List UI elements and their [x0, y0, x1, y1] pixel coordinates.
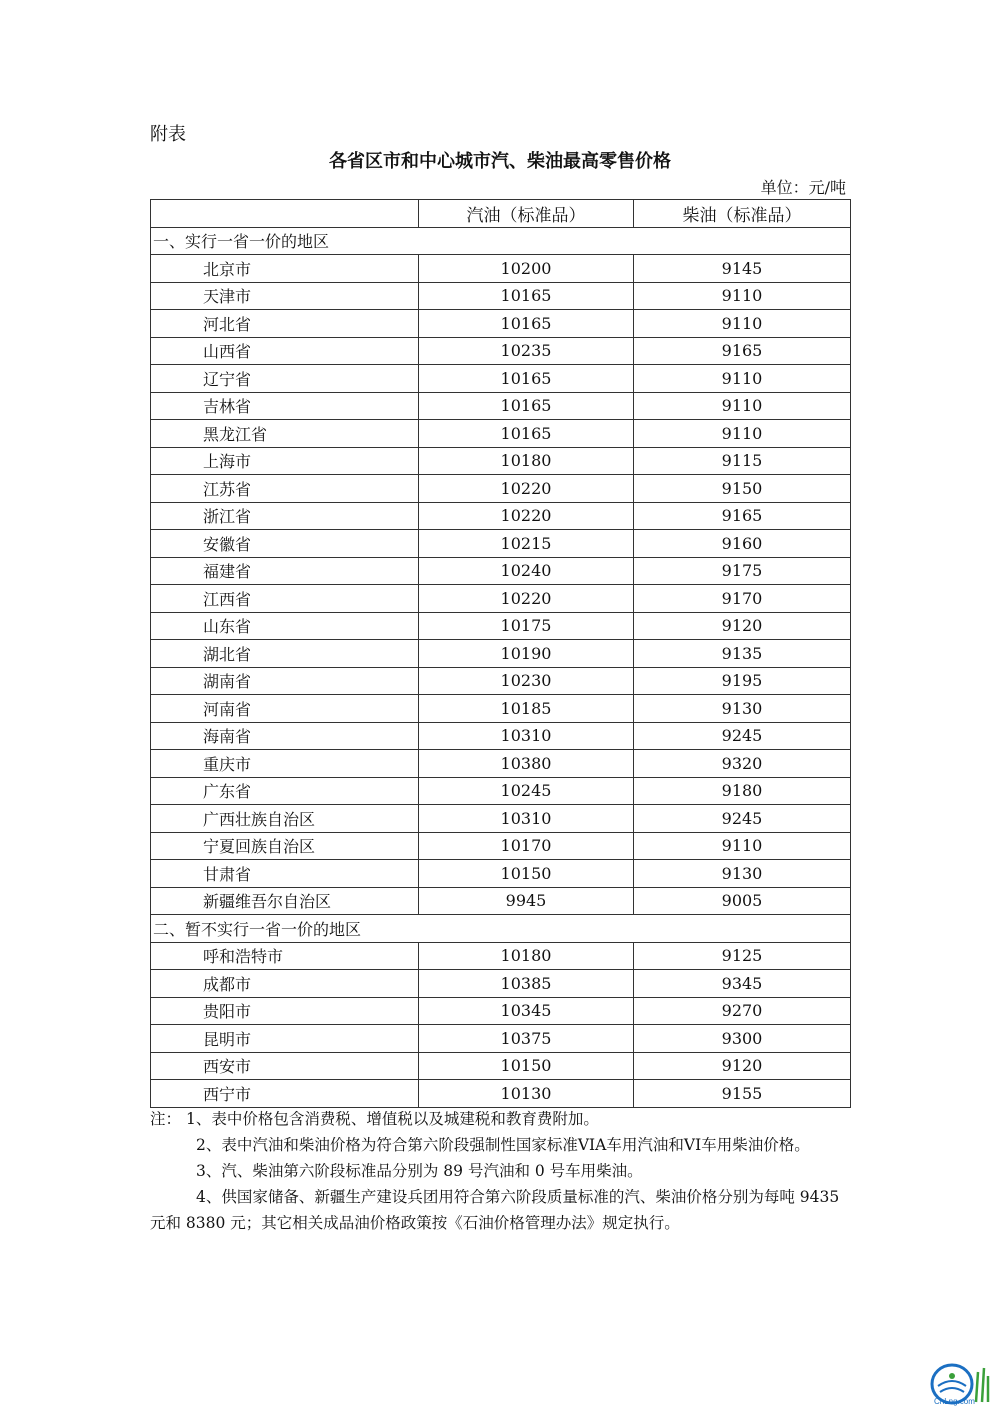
diesel-price-cell: 9245 — [634, 805, 851, 833]
diesel-price-cell: 9110 — [634, 310, 851, 338]
gasoline-price-cell: 10220 — [419, 502, 634, 530]
table-row — [151, 365, 851, 393]
region-cell: 河北省 — [151, 310, 419, 338]
header-region — [151, 200, 419, 228]
diesel-price-cell: 9195 — [634, 667, 851, 695]
table-row — [151, 1052, 851, 1080]
page-title: 各省区市和中心城市汽、柴油最高零售价格 — [329, 151, 671, 172]
diesel-price-cell: 9165 — [634, 502, 851, 530]
diesel-price-cell: 9245 — [634, 722, 851, 750]
region-cell: 江苏省 — [151, 475, 419, 503]
price-table — [150, 199, 851, 1108]
region-cell: 新疆维吾尔自治区 — [151, 887, 419, 915]
table-row — [151, 255, 851, 283]
diesel-price-cell: 9270 — [634, 997, 851, 1025]
table-row — [151, 942, 851, 970]
gasoline-price-cell: 10220 — [419, 585, 634, 613]
diesel-price-cell: 9110 — [634, 365, 851, 393]
region-cell: 湖北省 — [151, 640, 419, 668]
section-row — [151, 915, 851, 943]
section-label: 二、暂不实行一省一价的地区 — [151, 915, 851, 943]
table-row — [151, 502, 851, 530]
notes — [150, 1106, 850, 1236]
table-row — [151, 1080, 851, 1108]
gasoline-price-cell: 10170 — [419, 832, 634, 860]
region-cell: 甘肃省 — [151, 860, 419, 888]
gasoline-price-cell: 10245 — [419, 777, 634, 805]
region-cell: 西宁市 — [151, 1080, 419, 1108]
table-row — [151, 475, 851, 503]
table-row — [151, 337, 851, 365]
table-row — [151, 447, 851, 475]
diesel-price-cell: 9150 — [634, 475, 851, 503]
table-row — [151, 530, 851, 558]
table-row — [151, 420, 851, 448]
gasoline-price-cell: 10215 — [419, 530, 634, 558]
gasoline-price-cell: 10180 — [419, 942, 634, 970]
gasoline-price-cell: 10380 — [419, 750, 634, 778]
diesel-price-cell: 9165 — [634, 337, 851, 365]
gasoline-price-cell: 10190 — [419, 640, 634, 668]
gasoline-price-cell: 10130 — [419, 1080, 634, 1108]
table-row — [151, 860, 851, 888]
header-diesel: 柴油（标准品） — [634, 200, 851, 228]
region-cell: 上海市 — [151, 447, 419, 475]
table-row — [151, 585, 851, 613]
gasoline-price-cell: 10180 — [419, 447, 634, 475]
header-gasoline: 汽油（标准品） — [419, 200, 634, 228]
diesel-price-cell: 9110 — [634, 420, 851, 448]
diesel-price-cell: 9130 — [634, 860, 851, 888]
note-prefix: 注： — [150, 1110, 182, 1128]
region-cell: 成都市 — [151, 970, 419, 998]
gasoline-price-cell: 10240 — [419, 557, 634, 585]
table-row — [151, 612, 851, 640]
table-row — [151, 667, 851, 695]
diesel-price-cell: 9005 — [634, 887, 851, 915]
note-3: 3、汽、柴油第六阶段标准品分别为 89 号汽油和 0 号车用柴油。 — [196, 1162, 643, 1180]
region-cell: 重庆市 — [151, 750, 419, 778]
region-cell: 安徽省 — [151, 530, 419, 558]
logo-text: CnLng.com — [934, 1397, 975, 1406]
diesel-price-cell: 9110 — [634, 282, 851, 310]
region-cell: 山西省 — [151, 337, 419, 365]
gasoline-price-cell: 9945 — [419, 887, 634, 915]
table-row — [151, 887, 851, 915]
region-cell: 贵阳市 — [151, 997, 419, 1025]
region-cell: 吉林省 — [151, 392, 419, 420]
table-row — [151, 282, 851, 310]
section-row — [151, 227, 851, 255]
diesel-price-cell: 9110 — [634, 832, 851, 860]
section-label: 一、实行一省一价的地区 — [151, 227, 851, 255]
table-row — [151, 722, 851, 750]
region-cell: 西安市 — [151, 1052, 419, 1080]
gasoline-price-cell: 10165 — [419, 392, 634, 420]
diesel-price-cell: 9110 — [634, 392, 851, 420]
diesel-price-cell: 9175 — [634, 557, 851, 585]
diesel-price-cell: 9300 — [634, 1025, 851, 1053]
diesel-price-cell: 9320 — [634, 750, 851, 778]
table-row — [151, 832, 851, 860]
region-cell: 昆明市 — [151, 1025, 419, 1053]
region-cell: 辽宁省 — [151, 365, 419, 393]
diesel-price-cell: 9135 — [634, 640, 851, 668]
table-row — [151, 557, 851, 585]
unit-label: 单位：元/吨 — [760, 178, 846, 197]
gasoline-price-cell: 10310 — [419, 722, 634, 750]
gasoline-price-cell: 10385 — [419, 970, 634, 998]
gasoline-price-cell: 10175 — [419, 612, 634, 640]
region-cell: 天津市 — [151, 282, 419, 310]
note-4: 4、供国家储备、新疆生产建设兵团用符合第六阶段质量标准的汽、柴油价格分别为每吨 9435 元和 8380 元；其它相关成品油价格政策按《石油价格管理办法》规定执行。 — [150, 1188, 840, 1232]
gasoline-price-cell: 10345 — [419, 997, 634, 1025]
region-cell: 广西壮族自治区 — [151, 805, 419, 833]
note-1: 注： 1、表中价格包含消费税、增值税以及城建税和教育费附加。 — [150, 1110, 599, 1128]
region-cell: 河南省 — [151, 695, 419, 723]
region-cell: 海南省 — [151, 722, 419, 750]
cnlng-logo-icon — [928, 1362, 992, 1406]
diesel-price-cell: 9160 — [634, 530, 851, 558]
region-cell: 广东省 — [151, 777, 419, 805]
gasoline-price-cell: 10375 — [419, 1025, 634, 1053]
table-row — [151, 310, 851, 338]
appendix-label: 附表 — [150, 124, 186, 145]
region-cell: 山东省 — [151, 612, 419, 640]
region-cell: 湖南省 — [151, 667, 419, 695]
gasoline-price-cell: 10165 — [419, 282, 634, 310]
region-cell: 宁夏回族自治区 — [151, 832, 419, 860]
gasoline-price-cell: 10230 — [419, 667, 634, 695]
gasoline-price-cell: 10220 — [419, 475, 634, 503]
gasoline-price-cell: 10150 — [419, 1052, 634, 1080]
table-row — [151, 640, 851, 668]
table-row — [151, 695, 851, 723]
gasoline-price-cell: 10165 — [419, 365, 634, 393]
region-cell: 北京市 — [151, 255, 419, 283]
diesel-price-cell: 9120 — [634, 1052, 851, 1080]
gasoline-price-cell: 10310 — [419, 805, 634, 833]
gasoline-price-cell: 10185 — [419, 695, 634, 723]
table-row — [151, 750, 851, 778]
table-header-row — [151, 200, 851, 228]
diesel-price-cell: 9130 — [634, 695, 851, 723]
gasoline-price-cell: 10165 — [419, 420, 634, 448]
region-cell: 江西省 — [151, 585, 419, 613]
gasoline-price-cell: 10150 — [419, 860, 634, 888]
region-cell: 浙江省 — [151, 502, 419, 530]
diesel-price-cell: 9180 — [634, 777, 851, 805]
diesel-price-cell: 9155 — [634, 1080, 851, 1108]
note-2: 2、表中汽油和柴油价格为符合第六阶段强制性国家标准VIA车用汽油和VI车用柴油价格。 — [196, 1136, 810, 1154]
table-row — [151, 392, 851, 420]
table-row — [151, 970, 851, 998]
gasoline-price-cell: 10200 — [419, 255, 634, 283]
region-cell: 福建省 — [151, 557, 419, 585]
region-cell: 黑龙江省 — [151, 420, 419, 448]
diesel-price-cell: 9120 — [634, 612, 851, 640]
diesel-price-cell: 9345 — [634, 970, 851, 998]
diesel-price-cell: 9170 — [634, 585, 851, 613]
diesel-price-cell: 9125 — [634, 942, 851, 970]
table-row — [151, 777, 851, 805]
table-row — [151, 997, 851, 1025]
table-row — [151, 1025, 851, 1053]
region-cell: 呼和浩特市 — [151, 942, 419, 970]
diesel-price-cell: 9145 — [634, 255, 851, 283]
table-row — [151, 805, 851, 833]
gasoline-price-cell: 10165 — [419, 310, 634, 338]
gasoline-price-cell: 10235 — [419, 337, 634, 365]
diesel-price-cell: 9115 — [634, 447, 851, 475]
